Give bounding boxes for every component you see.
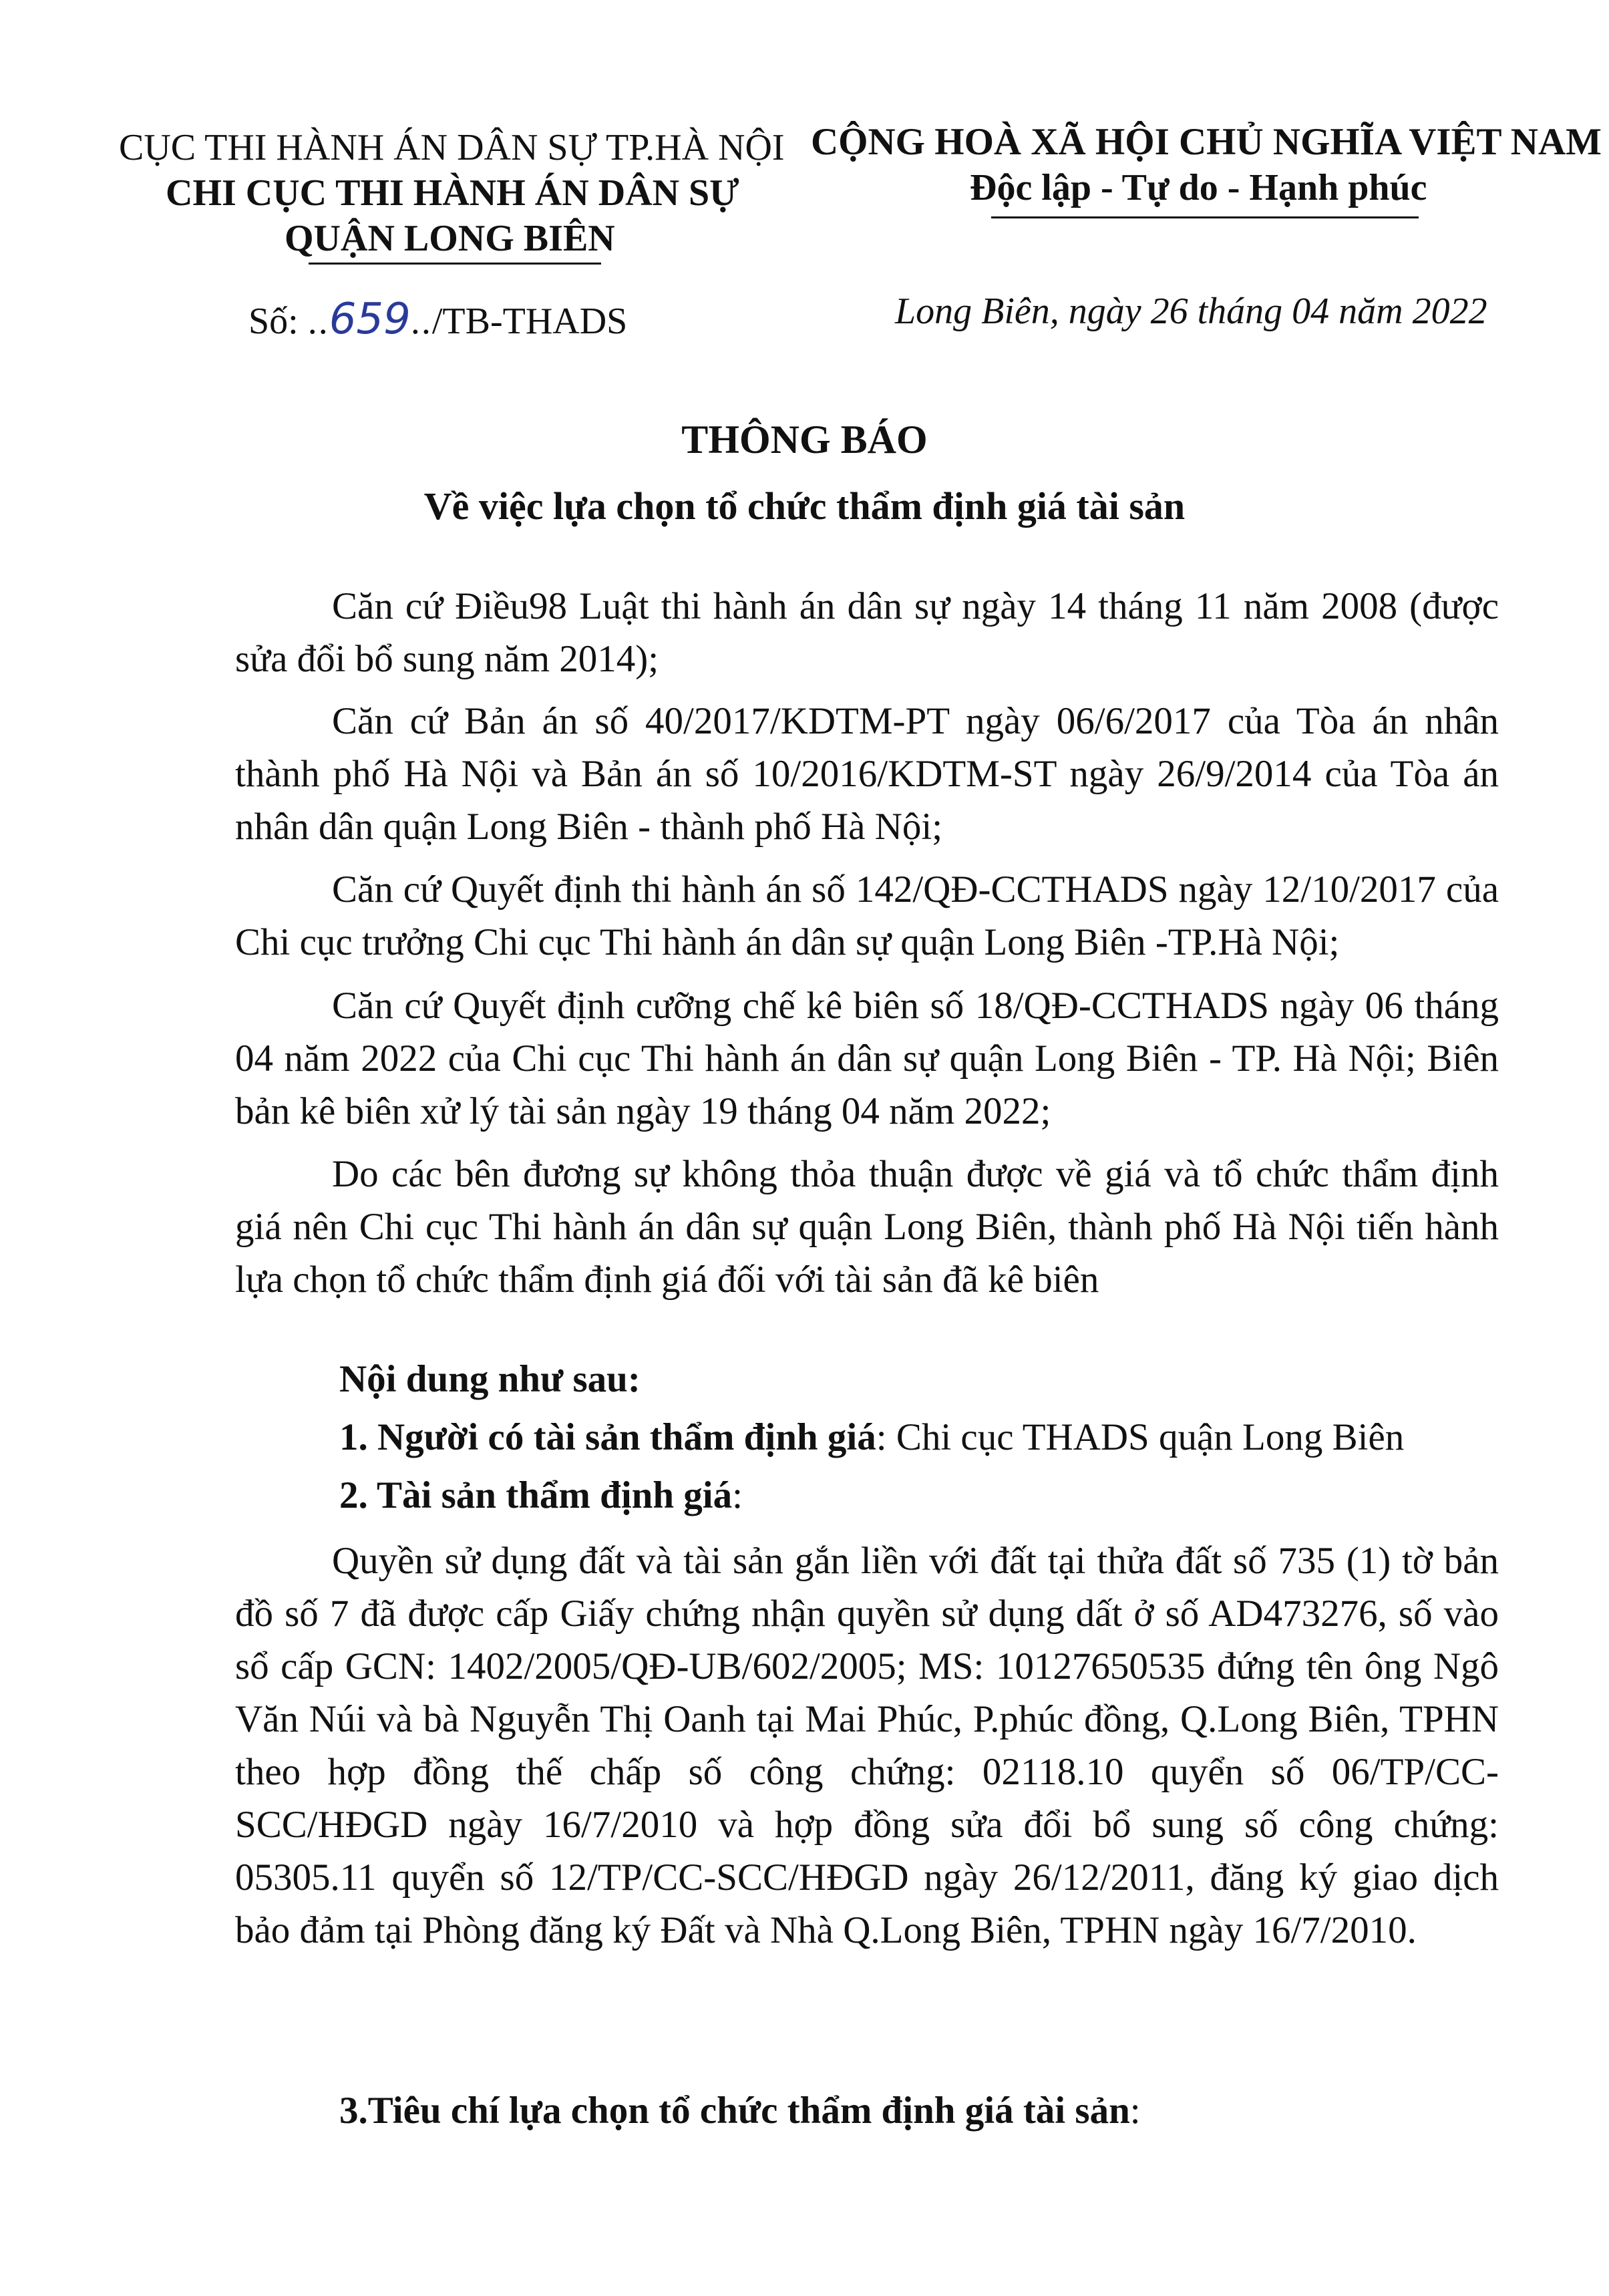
- item-2-label: 2. Tài sản thẩm định giá: [339, 1474, 733, 1516]
- nation-motto: Độc lập - Tự do - Hạnh phúc: [970, 167, 1427, 208]
- number-dots-right: ..: [410, 301, 432, 342]
- document-title: THÔNG BÁO: [681, 418, 928, 462]
- item-1-value: Chi cục THADS quận Long Biên: [896, 1416, 1405, 1458]
- item-1-label: 1. Người có tài sản thẩm định giá: [339, 1416, 876, 1458]
- number-dots-left: ..: [307, 301, 329, 342]
- item-3-separator: :: [1129, 2090, 1141, 2132]
- paragraph-legal-basis-3: Căn cứ Quyết định thi hành án số 142/QĐ-CCTHADS ngày 12/10/2017 của Chi cục trưởng Chi cục Thi hành án dân sự quận Long Biên -TP.Hà Nội;: [235, 868, 1499, 963]
- item-2-separator: :: [732, 1474, 743, 1516]
- document-number: [248, 296, 627, 345]
- paragraph-legal-basis-4: Căn cứ Quyết định cưỡng chế kê biên số 18/QĐ-CCTHADS ngày 06 tháng 04 năm 2022 của Chi cục Thi hành án dân sự quận Long Biên - TP. Hà Nội; Biên bản kê biên xử lý tài sản ngày 19 tháng 04 năm 2022;: [235, 985, 1499, 1132]
- handwritten-number: 659: [329, 295, 411, 344]
- place-and-date: Long Biên, ngày 26 tháng 04 năm 2022: [895, 291, 1487, 332]
- item-1-separator: :: [876, 1416, 896, 1458]
- item-3: [339, 2084, 1141, 2137]
- number-suffix: /TB-THADS: [431, 301, 628, 342]
- number-prefix: Số:: [248, 301, 308, 342]
- item-2: [339, 1469, 743, 1522]
- agency-underline: [309, 263, 601, 265]
- document-subject: Về việc lựa chọn tổ chức thẩm định giá tài sản: [423, 484, 1186, 528]
- paragraph-legal-basis-1: Căn cứ Điều98 Luật thi hành án dân sự ngày 14 tháng 11 năm 2008 (được sửa đổi bổ sung năm 2014);: [235, 585, 1499, 680]
- agency-name-line2: QUẬN LONG BIÊN: [285, 218, 615, 259]
- paragraph-legal-basis-2: Căn cứ Bản án số 40/2017/KDTM-PT ngày 06/6/2017 của Tòa án nhân thành phố Hà Nội và Bản án số 10/2016/KDTM-ST ngày 26/9/2014 của Tòa án nhân dân quận Long Biên - thành phố Hà Nội;: [235, 700, 1499, 848]
- agency-parent: CỤC THI HÀNH ÁN DÂN SỰ TP.HÀ NỘI: [119, 127, 785, 168]
- agency-name-line1: CHI CỤC THI HÀNH ÁN DÂN SỰ: [166, 172, 739, 214]
- content-heading: Nội dung như sau:: [339, 1358, 641, 1400]
- paragraph-asset-description: Quyền sử dụng đất và tài sản gắn liền với đất tại thửa đất số 735 (1) tờ bản đồ số 7 đã được cấp Giấy chứng nhận quyền sử dụng dất ở số AD473276, số vào sổ cấp GCN: 1402/2005/QĐ-UB/602/2005; MS: 10127650535 đứng tên ông Ngô Văn Núi và bà Nguyễn Thị Oanh tại Mai Phúc, P.phúc đồng, Q.Long Biên, TPHN theo hợp đồng thế chấp số công chứng: 02118.10 quyển số 06/TP/CC-SCC/HĐGD ngày 16/7/2010 và hợp đồng sửa đổi bổ sung số công chứng: 05305.11 quyển số 12/TP/CC-SCC/HĐGD ngày 26/12/2011, đăng ký giao dịch bảo đảm tại Phòng đăng ký Đất và Nhà Q.Long Biên, TPHN ngày 16/7/2010.: [235, 1540, 1499, 1951]
- nation-title: CỘNG HOÀ XÃ HỘI CHỦ NGHĨA VIỆT NAM: [811, 121, 1602, 163]
- item-1: [339, 1411, 1404, 1464]
- paragraph-reason: Do các bên đương sự không thỏa thuận được về giá và tổ chức thẩm định giá nên Chi cục Thi hành án dân sự quận Long Biên, thành phố Hà Nội tiến hành lựa chọn tổ chức thẩm định giá đối với tài sản đã kê biên: [235, 1153, 1499, 1301]
- item-3-label: 3.Tiêu chí lựa chọn tổ chức thẩm định giá tài sản: [339, 2090, 1130, 2132]
- motto-underline: [991, 216, 1419, 218]
